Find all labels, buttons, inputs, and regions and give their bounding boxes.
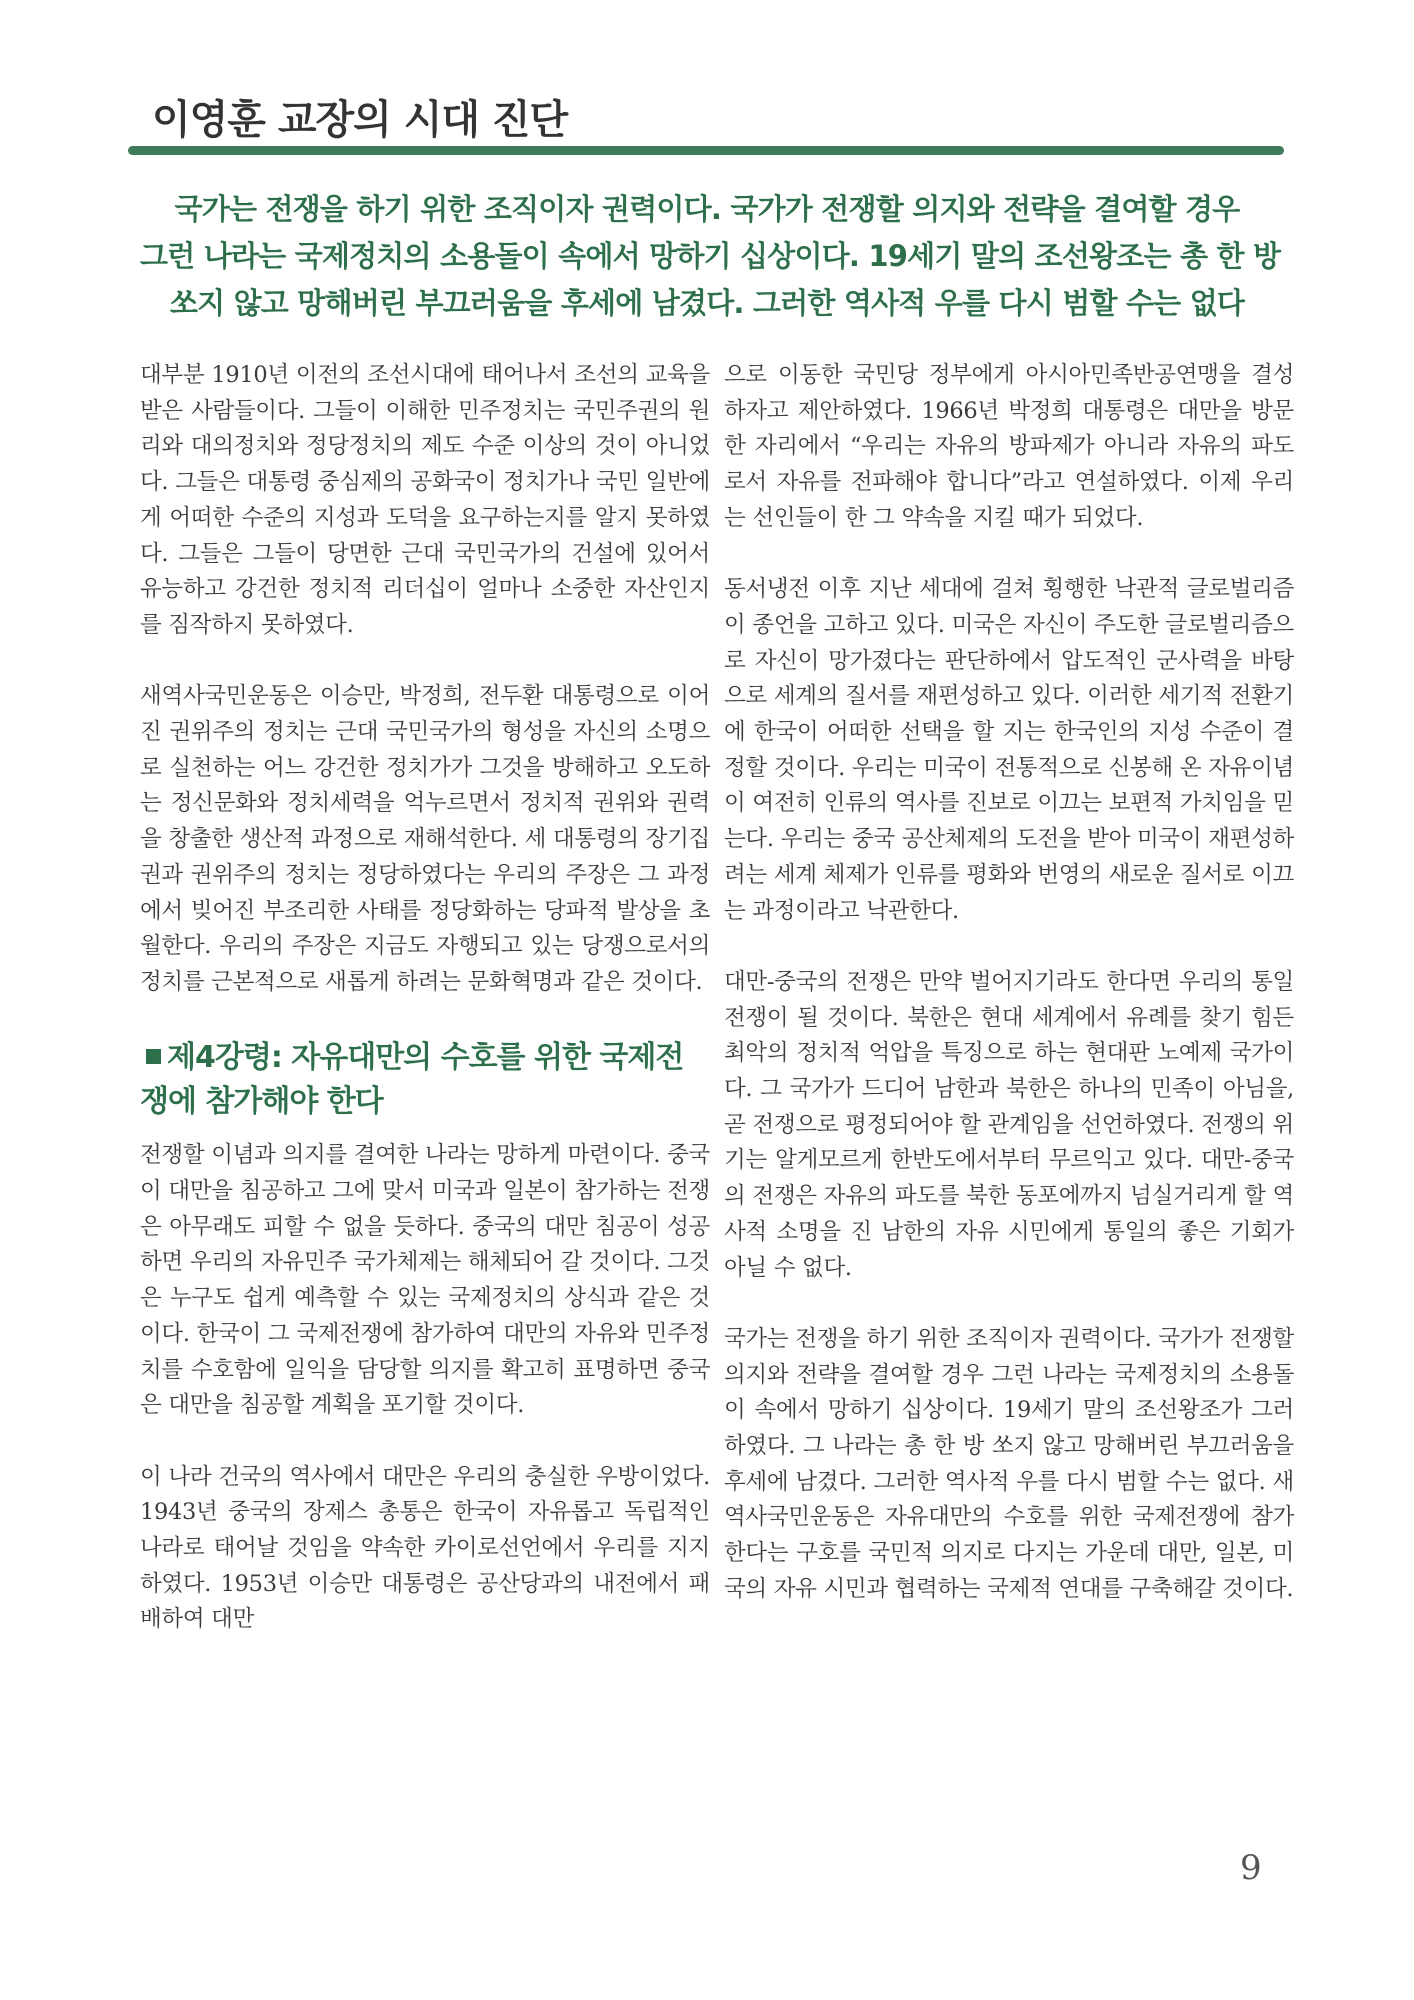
body-paragraph: 이 나라 건국의 역사에서 대만은 우리의 충실한 우방이었다. 1943년 중국의 장제스 총통은 한국이 자유롭고 독립적인 나라로 태어날 것임을 약속한 카이로선언에서 우리를 지지하였다. 1953년 이승만 대통령은 공산당과의 내전에서 패배하여 대만	[140, 1463, 710, 1633]
square-bullet-icon	[146, 1049, 161, 1064]
body-paragraph: 대만-중국의 전쟁은 만약 벌어지기라도 한다면 우리의 통일전쟁이 될 것이다. 북한은 현대 세계에서 유례를 찾기 힘든 최악의 정치적 억압을 특징으로 하는 현대판 노예제 국가이다. 그 국가가 드디어 남한과 북한은 하나의 민족이 아님을, 곧 전쟁으로 평정되어야 할 관계임을 선언하였다. 전쟁의 위기는 알게모르게 한반도에서부터 무르익고 있다. 대만-중국의 전쟁은 자유의 파도를 북한 동포에까지 넘실거리게 할 역사적 소명을 진 남한의 자유 시민에게 통일의 좋은 기회가 아닐 수 없다.	[724, 968, 1294, 1281]
left-column	[140, 358, 710, 1674]
body-paragraph: 동서냉전 이후 지난 세대에 걸쳐 횡행한 낙관적 글로벌리즘이 종언을 고하고 있다. 미국은 자신이 주도한 글로벌리즘으로 자신이 망가졌다는 판단하에서 압도적인 군사력을 바탕으로 세계의 질서를 재편성하고 있다. 이러한 세기적 전환기에 한국이 어떠한 선택을 할 지는 한국인의 지성 수준이 결정할 것이다. 우리는 미국이 전통적으로 신봉해 온 자유이념이 여전히 인류의 역사를 진보로 이끄는 보편적 가치임을 믿는다. 우리는 중국 공산체제의 도전을 받아 미국이 재편성하려는 세계 체제가 인류를 평화와 번영의 새로운 질서로 이끄는 과정이라고 낙관한다.	[724, 576, 1294, 924]
right-column	[724, 358, 1294, 1643]
lead-quote	[140, 186, 1281, 327]
body-paragraph: 새역사국민운동은 이승만, 박정희, 전두환 대통령으로 이어진 권위주의 정치는 근대 국민국가의 형성을 자신의 소명으로 실천하는 어느 강건한 정치가가 그것을 방해하고 오도하는 정신문화와 정치세력을 억누르면서 정치적 권위와 권력을 창출한 생산적 과정으로 재해석한다. 세 대통령의 장기집권과 권위주의 정치는 정당하였다는 우리의 주장은 그 과정에서 빚어진 부조리한 사태를 정당화하는 당파적 발상을 초월한다. 우리의 주장은 지금도 자행되고 있는 당쟁으로서의 정치를 근본적으로 새롭게 하려는 문화혁명과 같은 것이다.	[140, 683, 710, 995]
page-number: 9	[1240, 1848, 1262, 1888]
header-divider	[128, 146, 1284, 155]
body-paragraph: 국가는 전쟁을 하기 위한 조직이자 권력이다. 국가가 전쟁할 의지와 전략을 결여할 경우 그런 나라는 국제정치의 소용돌이 속에서 망하기 십상이다. 19세기 말의 조선왕조가 그러하였다. 그 나라는 총 한 방 쏘지 않고 망해버린 부끄러움을 후세에 남겼다. 그러한 역사적 우를 다시 범할 수는 없다. 새역사국민운동은 자유대만의 수호를 위한 국제전쟁에 참가한다는 구호를 국민적 의지로 다지는 가운데 대만, 일본, 미국의 자유 시민과 협력하는 국제적 연대를 구축해갈 것이다.	[724, 1325, 1294, 1602]
body-paragraph: 전쟁할 이념과 의지를 결여한 나라는 망하게 마련이다. 중국이 대만을 침공하고 그에 맞서 미국과 일본이 참가하는 전쟁은 아무래도 피할 수 없을 듯하다. 중국의 대만 침공이 성공하면 우리의 자유민주 국가체제는 해체되어 갈 것이다. 그것은 누구도 쉽게 예측할 수 있는 국제정치의 상식과 같은 것이다. 한국이 그 국제전쟁에 참가하여 대만의 자유와 민주정치를 수호함에 일익을 담당할 의지를 확고히 표명하면 중국은 대만을 침공할 계획을 포기할 것이다.	[140, 1142, 710, 1419]
page-header-title: 이영훈 교장의 시대 진단	[152, 97, 568, 143]
lead-line: 국가는 전쟁을 하기 위한 조직이자 권력이다. 국가가 전쟁할 의지와 전략을 결여할 경우	[174, 192, 1240, 226]
section-heading	[140, 1036, 710, 1124]
lead-line: 쏘지 않고 망해버린 부끄러움을 후세에 남겼다. 그러한 역사적 우를 다시 범할 수는 없다	[169, 286, 1245, 320]
body-paragraph: 대부분 1910년 이전의 조선시대에 태어나서 조선의 교육을 받은 사람들이다. 그들이 이해한 민주정치는 국민주권의 원리와 대의정치와 정당정치의 제도 수준 이상의 것이 아니었다. 그들은 대통령 중심제의 공화국이 정치가나 국민 일반에게 어떠한 수준의 지성과 도덕을 요구하는지를 알지 못하였다. 그들은 그들이 당면한 근대 국민국가의 건설에 있어서 유능하고 강건한 정치적 리더십이 얼마나 소중한 자산인지를 짐작하지 못하였다.	[140, 362, 710, 638]
section-heading-text: 제4강령: 자유대만의 수호를 위한 국제전쟁에 참가해야 한다	[140, 1040, 684, 1120]
body-paragraph: 으로 이동한 국민당 정부에게 아시아민족반공연맹을 결성하자고 제안하였다. 1966년 박정희 대통령은 대만을 방문한 자리에서 “우리는 자유의 방파제가 아니라 자유의 파도로서 자유를 전파해야 합니다”라고 연설하였다. 이제 우리는 선인들이 한 그 약속을 지킬 때가 되었다.	[724, 362, 1294, 531]
lead-line: 그런 나라는 국제정치의 소용돌이 속에서 망하기 십상이다. 19세기 말의 조선왕조는 총 한 방	[140, 239, 1281, 273]
